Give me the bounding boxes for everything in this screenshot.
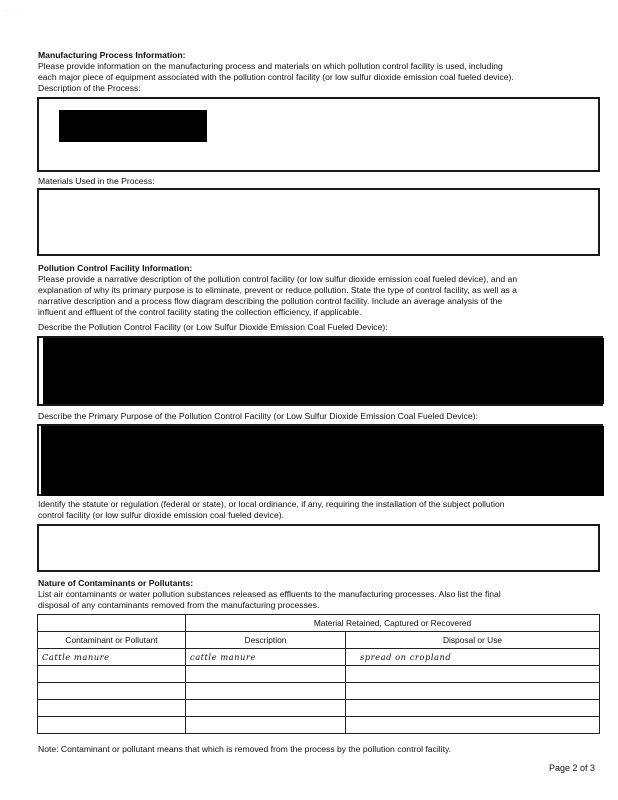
pollution-control-heading: Pollution Control Facility Information: bbox=[38, 263, 193, 273]
table-group-header-row bbox=[38, 615, 600, 632]
statute-field[interactable] bbox=[37, 524, 600, 572]
table-row bbox=[38, 717, 600, 734]
table-row bbox=[38, 683, 600, 700]
contaminants-intro-line1: List air contaminants or water pollution substances released as effluents to the manufacturing processes. Also list the final bbox=[38, 589, 501, 599]
disposal-cell[interactable]: spread on cropland bbox=[346, 649, 600, 666]
table-row bbox=[38, 700, 600, 717]
disposal-cell[interactable] bbox=[346, 717, 600, 734]
describe-facility-label: Describe the Pollution Control Facility (or Low Sulfur Dioxide Emission Coal Fueled Device): bbox=[38, 322, 388, 332]
pollution-control-intro-line1: Please provide a narrative description of the pollution control facility (or low sulfur dioxide emission coal fueled device), and an bbox=[38, 274, 518, 284]
pollution-control-intro-line3: narrative description and a process flow diagram describing the pollution control facility. Include an average analysis of the bbox=[38, 296, 503, 306]
redaction-block bbox=[43, 338, 604, 404]
statute-line1: Identify the statute or regulation (federal or state), or local ordinance, if any, requiring the installation of the subject pollution bbox=[38, 499, 505, 509]
contaminant-definition-note: Note: Contaminant or pollutant means that which is removed from the process by the pollution control facility. bbox=[38, 744, 452, 754]
description-cell[interactable]: cattle manure bbox=[186, 649, 346, 666]
materials-field[interactable] bbox=[37, 188, 600, 256]
col-header-disposal: Disposal or Use bbox=[346, 632, 600, 649]
table-corner-cell bbox=[38, 615, 186, 632]
page-number: Page 2 of 3 bbox=[549, 763, 596, 773]
table-row bbox=[38, 649, 600, 666]
materials-label: Materials Used in the Process: bbox=[38, 176, 155, 186]
redaction-block bbox=[41, 426, 604, 496]
col-header-contaminant: Contaminant or Pollutant bbox=[38, 632, 186, 649]
contaminant-cell[interactable] bbox=[38, 666, 186, 683]
contaminant-cell[interactable] bbox=[38, 700, 186, 717]
manufacturing-intro-line1: Please provide information on the manufacturing process and materials on which pollution control facility is used, including bbox=[38, 61, 503, 71]
disposal-cell[interactable] bbox=[346, 666, 600, 683]
description-cell[interactable] bbox=[186, 683, 346, 700]
disposal-cell[interactable] bbox=[346, 683, 600, 700]
statute-line2: control facility (or low sulfur dioxide emission coal fueled device). bbox=[38, 510, 284, 520]
group-header-material-retained: Material Retained, Captured or Recovered bbox=[186, 615, 600, 632]
description-cell[interactable] bbox=[186, 666, 346, 683]
contaminant-cell[interactable]: Cattle manure bbox=[38, 649, 186, 666]
contaminants-table bbox=[37, 614, 600, 734]
process-description-label: Description of the Process: bbox=[38, 83, 141, 93]
manufacturing-heading: Manufacturing Process Information: bbox=[38, 50, 186, 60]
disposal-cell[interactable] bbox=[346, 700, 600, 717]
contaminants-heading: Nature of Contaminants or Pollutants: bbox=[38, 578, 194, 588]
pollution-control-intro-line2: explanation of why its primary purpose is to eliminate, prevent or reduce pollution. State the type of control facility, as well as a bbox=[38, 285, 517, 295]
description-cell[interactable] bbox=[186, 700, 346, 717]
manufacturing-intro-line2: each major piece of equipment associated with the pollution control facility (or low sulfur dioxide emission coal fueled device). bbox=[38, 72, 514, 82]
table-row bbox=[38, 666, 600, 683]
scan-artifact: · · · · bbox=[6, 8, 19, 14]
contaminant-cell[interactable] bbox=[38, 683, 186, 700]
primary-purpose-label: Describe the Primary Purpose of the Pollution Control Facility (or Low Sulfur Dioxide Emission Coal Fueled Device): bbox=[38, 411, 478, 421]
table-column-header-row bbox=[38, 632, 600, 649]
contaminants-intro-line2: disposal of any contaminants removed from the manufacturing processes. bbox=[38, 600, 320, 610]
contaminant-cell[interactable] bbox=[38, 717, 186, 734]
redaction-block bbox=[59, 110, 207, 142]
col-header-description: Description bbox=[186, 632, 346, 649]
pollution-control-intro-line4: influent and effluent of the control facility stating the collection efficiency, if applicable. bbox=[38, 307, 362, 317]
description-cell[interactable] bbox=[186, 717, 346, 734]
